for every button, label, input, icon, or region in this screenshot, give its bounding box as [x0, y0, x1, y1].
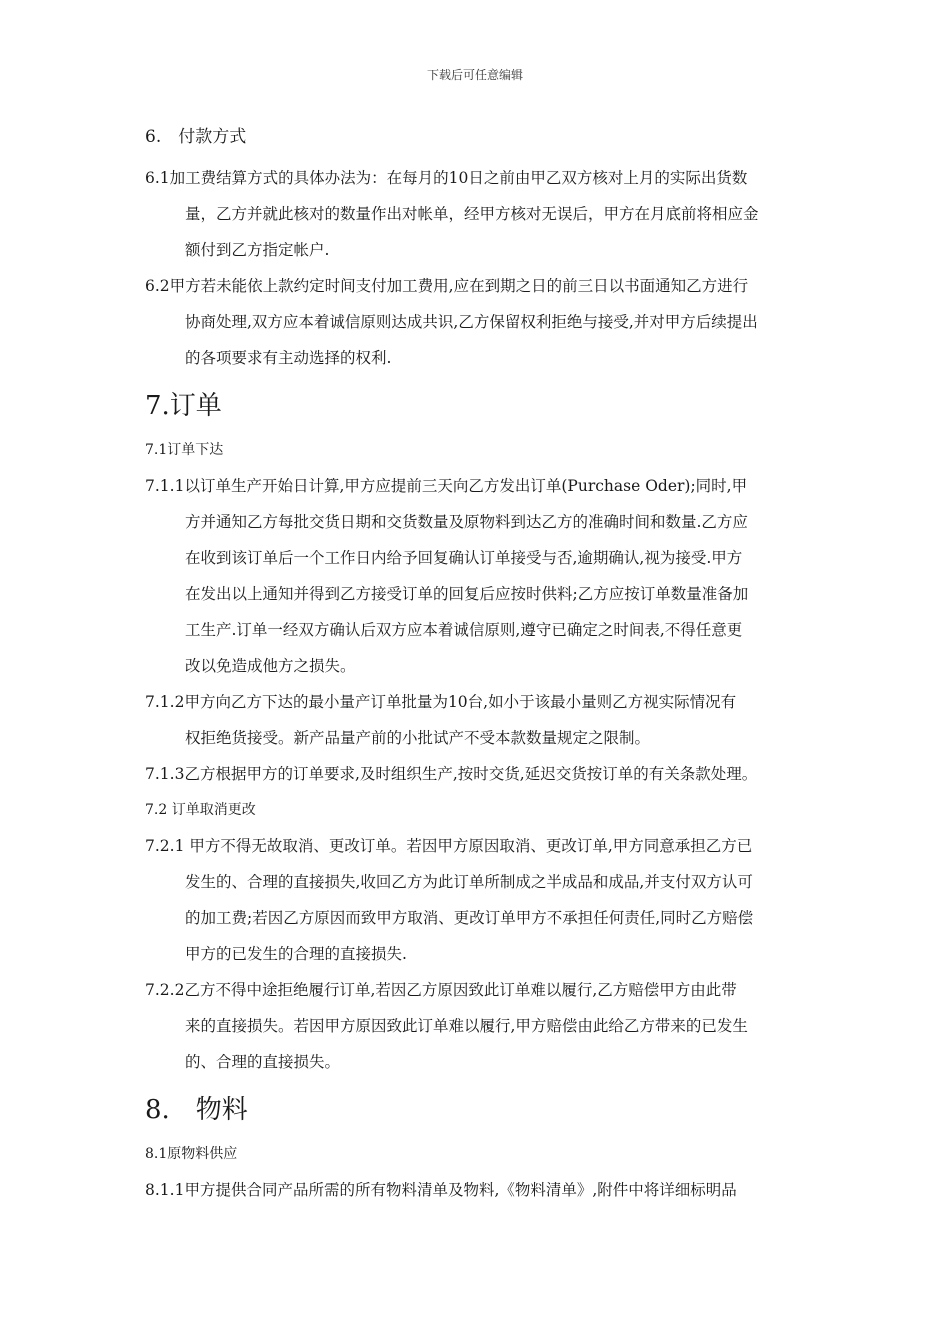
- clause-line: 7.1.3乙方根据甲方的订单要求,及时组织生产,按时交货,延迟交货按订单的有关条款处理。: [145, 765, 758, 783]
- clause-line: 8.1.1甲方提供合同产品所需的所有物料清单及物料,《物料清单》,附件中将详细标明品: [145, 1181, 737, 1199]
- clause-line: 协商处理,双方应本着诚信原则达成共识,乙方保留权利拒绝与接受,并对甲方后续提出: [185, 313, 758, 331]
- clause-line: 甲方的已发生的合理的直接损失.: [185, 945, 407, 963]
- clause-7-2-2: [145, 972, 810, 1080]
- clause-line: 7.1.2甲方向乙方下达的最小量产订单批量为10台,如小于该最小量则乙方视实际情况有: [145, 693, 737, 711]
- page-header: 下载后可任意编辑: [426, 68, 523, 82]
- section-7-title: 7.订单: [145, 391, 222, 421]
- clause-line: 的各项要求有主动选择的权利.: [185, 349, 392, 367]
- clause-line: 的加工费;若因乙方原因而致甲方取消、更改订单甲方不承担任何责任,同时乙方赔偿: [185, 909, 754, 927]
- clause-line: 在收到该订单后一个工作日内给予回复确认订单接受与否,逾期确认,视为接受.甲方: [185, 549, 743, 567]
- clause-line: 来的直接损失。若因甲方原因致此订单难以履行,甲方赔偿由此给乙方带来的已发生: [185, 1017, 748, 1035]
- clause-line: 量，乙方并就此核对的数量作出对帐单，经甲方核对无误后，甲方在月底前将相应金: [185, 205, 759, 223]
- clause-line: 发生的、合理的直接损失,收回乙方为此订单所制成之半成品和成品,并支付双方认可: [185, 873, 753, 891]
- clause-line: 的、合理的直接损失。: [185, 1053, 341, 1071]
- clause-line: 6.2甲方若未能依上款约定时间支付加工费用,应在到期之日的前三日以书面通知乙方进行: [145, 277, 749, 295]
- clause-line: 方并通知乙方每批交货日期和交货数量及原物料到达乙方的准确时间和数量.乙方应: [185, 513, 748, 531]
- clause-line: 权拒绝货接受。新产品量产前的小批试产不受本款数量规定之限制。: [185, 729, 651, 747]
- clause-line: 7.1.1以订单生产开始日计算,甲方应提前三天向乙方发出订单(Purchase Oder);同时,甲: [145, 477, 748, 495]
- clause-line: 6.1加工费结算方式的具体办法为：在每月的10日之前由甲乙双方核对上月的实际出货数: [145, 169, 748, 187]
- subsection-7-1-title: 7.1订单下达: [145, 442, 224, 458]
- subsection-7-2-title: 7.2 订单取消更改: [145, 802, 256, 818]
- clause-8-1-1: [145, 1172, 810, 1208]
- clause-line: 工生产.订单一经双方确认后双方应本着诚信原则,遵守已确定之时间表,不得任意更: [185, 621, 743, 639]
- clause-7-2-1: [145, 828, 810, 972]
- clause-6-1: [145, 160, 810, 268]
- clause-7-1-3: [145, 756, 810, 792]
- clause-line: 改以免造成他方之损失。: [185, 657, 356, 675]
- clause-7-1-2: [145, 684, 810, 756]
- document-body: [145, 120, 810, 1208]
- clause-6-2: [145, 268, 810, 376]
- clause-line: 7.2.2乙方不得中途拒绝履行订单,若因乙方原因致此订单难以履行,乙方赔偿甲方由此带: [145, 981, 737, 999]
- clause-line: 额付到乙方指定帐户.: [185, 241, 330, 259]
- clause-line: 7.2.1 甲方不得无故取消、更改订单。若因甲方原因取消、更改订单,甲方同意承担乙方已: [145, 837, 753, 855]
- clause-line: 在发出以上通知并得到乙方接受订单的回复后应按时供料;乙方应按订单数量准备加: [185, 585, 749, 603]
- section-6-title: 6. 付款方式: [145, 127, 247, 147]
- clause-7-1-1: [145, 468, 810, 684]
- section-8-title: 8. 物料: [145, 1095, 248, 1125]
- subsection-8-1-title: 8.1原物料供应: [145, 1146, 238, 1162]
